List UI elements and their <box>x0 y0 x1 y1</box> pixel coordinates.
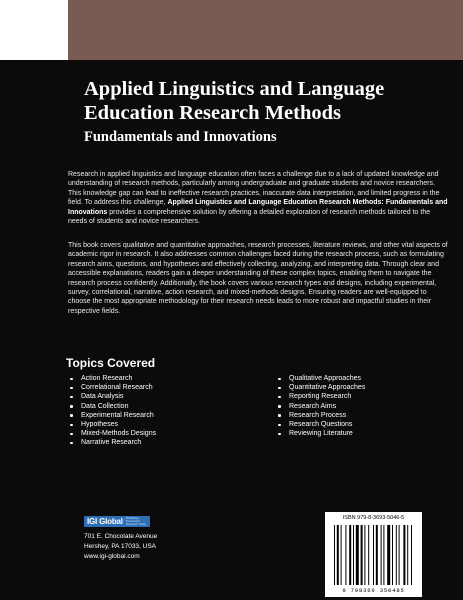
publisher-website: www.igi-global.com <box>84 553 140 560</box>
barcode-icon <box>325 525 422 587</box>
publisher-logo <box>84 516 150 527</box>
topics-heading: Topics Covered <box>66 356 156 370</box>
top-color-band <box>68 0 463 60</box>
publisher-address <box>84 532 157 562</box>
topic-item: Qualitative Approaches <box>276 374 426 383</box>
topic-item: Experimental Research <box>68 411 218 420</box>
topic-item: Reviewing Literature <box>276 429 426 438</box>
description-text: Research in applied linguistics and language education often faces a challenge due to a lack of updated knowledge and understanding of research methods, particularly among undergraduate and graduate students and novice researchers. This knowledge gap can lead to ineffective research practices, inaccurate data interpretation, and limited progress in the field. To address this challenge, <box>68 171 440 207</box>
book-title: Applied Linguistics and Language Education Research Methods <box>84 78 385 124</box>
topic-item: Data Collection <box>68 402 218 411</box>
topic-item: Quantitative Approaches <box>276 383 426 392</box>
topic-item: Correlational Research <box>68 383 218 392</box>
topic-item: Research Questions <box>276 420 426 429</box>
topic-item: Action Research <box>68 374 218 383</box>
topics-list-left <box>68 374 218 448</box>
page-margin <box>0 0 68 60</box>
topic-item: Mixed-Methods Designs <box>68 429 218 438</box>
isbn-label: ISBN 979-8-3693-5046-5 <box>342 515 405 521</box>
barcode-box <box>325 512 422 597</box>
topic-item: Data Analysis <box>68 392 218 401</box>
barcode-digits: 9 798369 350485 <box>342 587 405 594</box>
description-paragraph-1 <box>68 170 448 226</box>
address-line-1: 701 E. Chocolate Avenue <box>84 533 158 540</box>
description-paragraph-2: This book covers qualitative and quantitative approaches, research processes, literature reviews, and other vital aspects of academic rigor in research. It also addresses common challenges faced during the research process, such as formulating research aims, questions, and hypotheses and effectively collecting, analyzing, and interpreting data. Through clear and accessible explanations, readers gain a deeper understanding of these complex topics, enabling them to navigate the research process confidently. Additionally, the book covers various research types and designs, including experimental, survey, correlational, narrative, action research, and mixed-methods designs. Ensuring readers are well-equipped to choose the most appropriate methodology for their research needs leads to more robust and impactful studies in their respective fields. <box>68 242 448 315</box>
book-subtitle: Fundamentals and Innovations <box>84 129 277 145</box>
logo-tagline: Publishing Tomorrow's Research Today <box>125 516 146 526</box>
topic-item: Reporting Research <box>276 392 426 401</box>
topic-item: Narrative Research <box>68 438 218 447</box>
description-text: provides a comprehensive solution by offering a detailed exploration of research methods tailored to the needs of students and novice researchers. <box>68 208 431 226</box>
topic-item: Research Process <box>276 411 426 420</box>
topic-item: Hypotheses <box>68 420 218 429</box>
topics-list-right <box>276 374 426 438</box>
topic-item: Research Aims <box>276 402 426 411</box>
address-line-2: Hershey, PA 17033, USA <box>84 543 157 550</box>
description-bold-title: Applied Linguistics and Language Education Research Methods: Fundamentals and Innovations <box>68 199 448 216</box>
logo-text: IGI Global <box>87 517 123 526</box>
